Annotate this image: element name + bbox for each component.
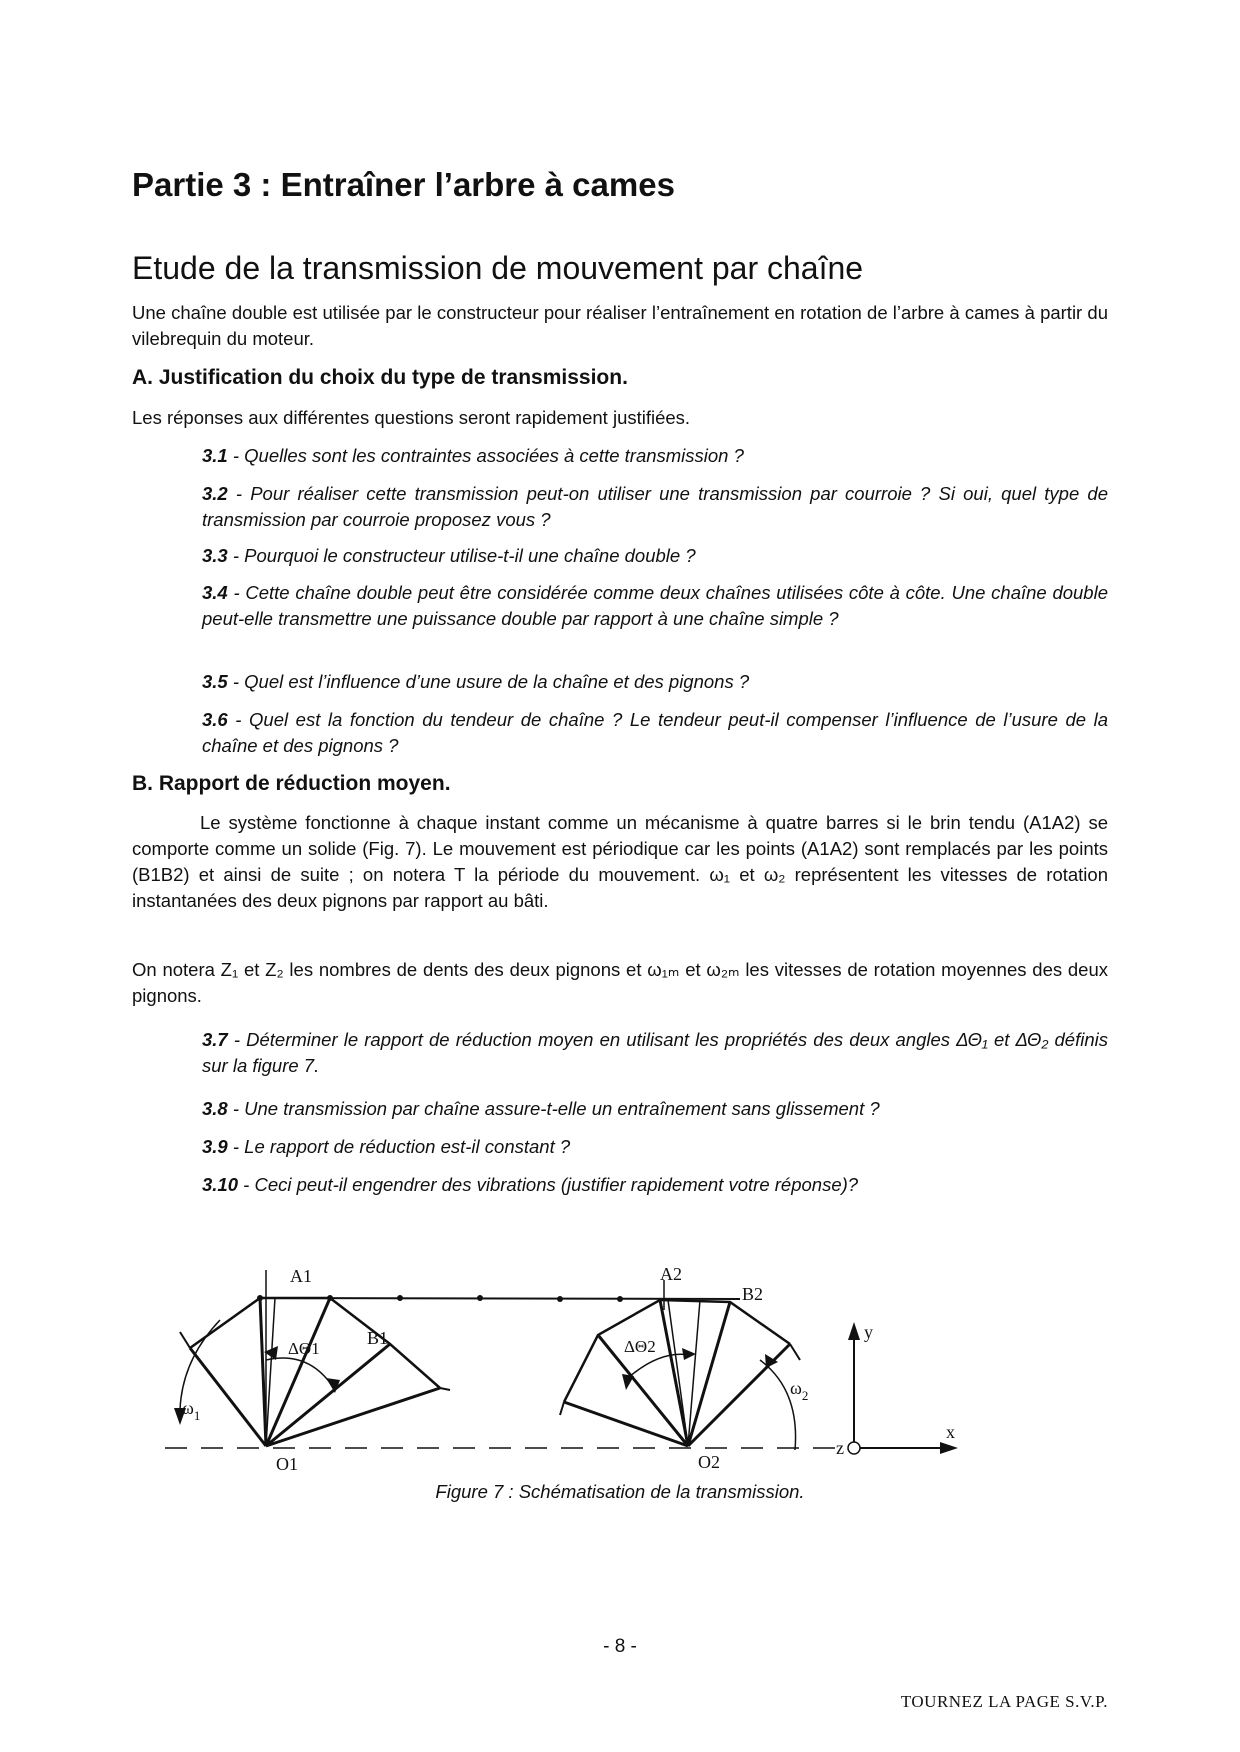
question-3-10: 3.10 - Ceci peut-il engendrer des vibrations (justifier rapidement votre réponse)? <box>202 1174 859 1195</box>
question-3-3: 3.3 - Pourquoi le constructeur utilise-t-il une chaîne double ? <box>202 545 696 566</box>
section-b-paragraph-1: Le système fonctionne à chaque instant comme un mécanisme à quatre barres si le brin tendu (A1A2) se comporte comme un solide (Fig. 7). Le mouvement est périodique car les points (A1A2) sont remplacés par les points (B1B2) et ainsi de suite ; on notera T la période du mouvement. ω₁ et ω₂ représentent les vitesses de rotation instantanées des deux pignons par rapport au bâti. <box>132 812 1108 911</box>
intro-paragraph: Une chaîne double est utilisée par le constructeur pour réaliser l’entraînement en rotation de l’arbre à cames à partir du vilebrequin du moteur. <box>132 302 1108 349</box>
omega2-arc <box>760 1360 796 1450</box>
page-footer: TOURNEZ LA PAGE S.V.P. <box>900 1692 1108 1711</box>
question-3-1: 3.1 - Quelles sont les contraintes associées à cette transmission ? <box>202 445 744 466</box>
label-delta-theta2: ΔΘ2 <box>624 1337 656 1356</box>
section-a-heading: A. Justification du choix du type de transmission. <box>132 366 628 389</box>
question-3-8: 3.8 - Une transmission par chaîne assure-t-elle un entraînement sans glissement ? <box>202 1098 880 1119</box>
label-a1: A1 <box>290 1266 312 1286</box>
section-a-lead: Les réponses aux différentes questions seront rapidement justifiées. <box>132 407 691 428</box>
question-3-2: 3.2 - Pour réaliser cette transmission peut-on utiliser une transmission par courroie ? Si oui, quel type de transmission par courroie proposez vous ? <box>202 483 1108 530</box>
label-omega2: $\omega_2$ <box>790 1378 809 1403</box>
page-number: - 8 - <box>603 1636 637 1657</box>
left-sprocket <box>180 1270 450 1446</box>
label-o2: O2 <box>698 1452 720 1472</box>
delta-theta2-arc <box>628 1354 690 1378</box>
section-subtitle: Etude de la transmission de mouvement par chaîne <box>132 250 864 286</box>
omega1-arc <box>180 1320 220 1410</box>
label-axis-x: x <box>946 1422 955 1442</box>
label-b2: B2 <box>742 1284 764 1304</box>
figure-caption: Figure 7 : Schématisation de la transmission. <box>435 1481 805 1502</box>
label-axis-z: z <box>836 1438 844 1458</box>
section-b-heading: B. Rapport de réduction moyen. <box>132 772 451 795</box>
question-3-7: 3.7 - Déterminer le rapport de réduction moyen en utilisant les propriétés des deux angles ΔΘ₁ et ΔΘ₂ définis sur la figure 7. <box>202 1029 1108 1076</box>
question-3-5: 3.5 - Quel est l’influence d’une usure de la chaîne et des pignons ? <box>202 671 750 692</box>
label-b1: B1 <box>367 1328 389 1348</box>
label-o1: O1 <box>276 1454 298 1474</box>
figure-7-diagram <box>160 1250 1100 1480</box>
page-title: Partie 3 : Entraîner l’arbre à cames <box>132 166 675 203</box>
question-3-6: 3.6 - Quel est la fonction du tendeur de chaîne ? Le tendeur peut-il compenser l’influence de l’usure de la chaîne et des pignons ? <box>202 709 1108 756</box>
label-delta-theta1: ΔΘ1 <box>288 1339 320 1358</box>
label-omega1: $\omega_1$ <box>182 1398 201 1423</box>
section-b-paragraph-2: On notera Z₁ et Z₂ les nombres de dents des deux pignons et ω₁ₘ et ω₂ₘ les vitesses de rotation moyennes des deux pignons. <box>132 959 1108 1006</box>
question-3-4: 3.4 - Cette chaîne double peut être considérée comme deux chaînes utilisées côte à côte. Une chaîne double peut-elle transmettre une puissance double par rapport à une chaîne simple ? <box>202 582 1108 629</box>
label-axis-y: y <box>864 1322 873 1342</box>
label-a2: A2 <box>660 1264 682 1284</box>
question-3-9: 3.9 - Le rapport de réduction est-il constant ? <box>202 1136 571 1157</box>
